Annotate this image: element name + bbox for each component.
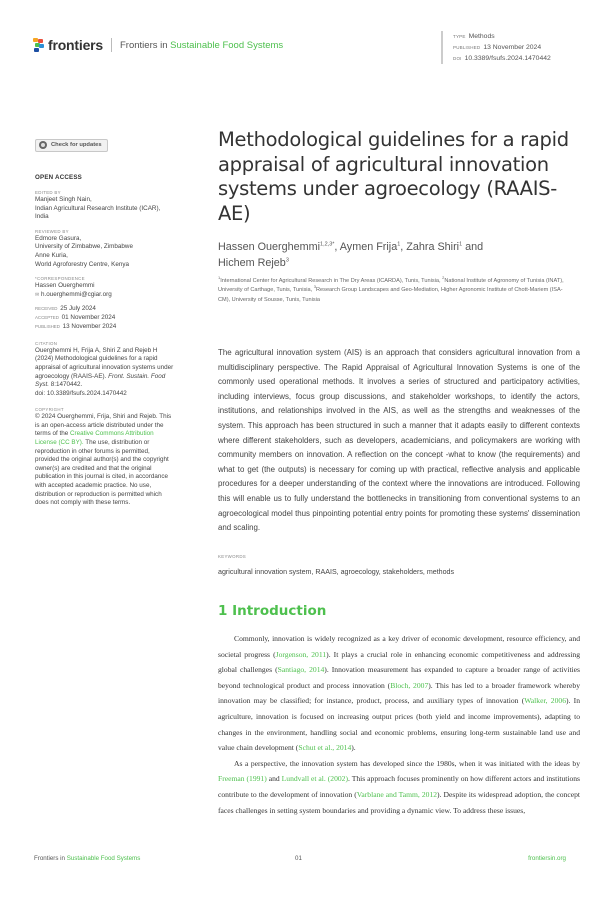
meta-doi-value[interactable]: 10.3389/fsufs.2024.1470442 — [464, 55, 551, 62]
citation-link[interactable]: Jorgenson, 2011 — [275, 649, 327, 659]
check-for-updates-label: Check for updates — [51, 142, 102, 148]
author[interactable]: Hichem Rejeb$^3$ — [218, 257, 289, 269]
editor-country: India — [35, 213, 49, 221]
citation-link[interactable]: Bloch, 2007 — [390, 680, 429, 690]
citation-label: CITATION — [35, 340, 58, 346]
header-divider — [111, 38, 112, 52]
footer-site-link[interactable]: frontiersin.org — [528, 855, 566, 862]
reviewer-info — [35, 235, 175, 269]
citation-link[interactable]: Walker, 2006 — [524, 696, 566, 706]
footer-journal[interactable]: Frontiers in Sustainable Food Systems — [34, 855, 141, 862]
body-text: ). In agriculture, innovation is focused on increasing output prices (both yield and income improvements), adapting to changes in the environment, handling social and economic problems, ensuring long-term sustainable land use and value chain development ( — [218, 696, 580, 753]
edited-by-label: EDITED BY — [35, 190, 61, 195]
body-text: and — [266, 774, 282, 784]
author[interactable]: Hassen Ouerghemmi$^{1,2,3*}$ — [218, 241, 335, 253]
reviewed-by-label: REVIEWED BY — [35, 228, 69, 234]
date-published — [35, 323, 175, 332]
copyright-text — [35, 413, 175, 508]
meta-published-value: 13 November 2024 — [483, 44, 542, 51]
correspondence-name: Hassen Ouerghemmi — [35, 282, 95, 290]
affiliation-1: International Center for Agricultural Research in The Dry Areas (ICARDA), Tunis, Tunisia, — [220, 278, 443, 284]
body-paragraph — [218, 756, 580, 818]
reviewer-2-name: Anne Kuria, — [35, 251, 68, 259]
editor-name: Manjeet Singh Nain, — [35, 196, 92, 203]
correspondence-email-row — [35, 291, 175, 300]
meta-published — [453, 42, 551, 53]
received-label: RECEIVED — [35, 306, 58, 312]
open-access-label: OPEN ACCESS — [35, 174, 83, 181]
article-meta — [441, 31, 551, 64]
body-text: . This approach focuses prominently on how different actors and institutions contribute to the development of innovation ( — [218, 774, 581, 799]
reviewer-2-institution: World Agroforestry Centre, Kenya — [35, 260, 130, 268]
body-text: ). Innovation measurement has expanded to capture a broader range of activities beyond technological product and process innovation ( — [218, 665, 580, 690]
journal-prefix: Frontiers in — [120, 39, 168, 51]
received-value: 25 July 2024 — [60, 305, 96, 313]
meta-doi — [453, 53, 551, 64]
citation-text — [35, 347, 175, 399]
accepted-value: 01 November 2024 — [61, 314, 116, 322]
citation-journal: Front. Sustain. Food Syst. — [35, 372, 166, 389]
meta-type — [453, 31, 551, 42]
article-dates — [35, 305, 175, 331]
published-label: PUBLISHED — [35, 323, 60, 329]
article-header — [218, 128, 580, 305]
page-number: 01 — [295, 855, 302, 862]
check-for-updates-button[interactable] — [35, 139, 108, 152]
meta-published-label: PUBLISHED — [453, 45, 481, 50]
meta-type-value: Methods — [468, 33, 495, 40]
editor-institution: Indian Agricultural Research Institute (ICAR), — [35, 204, 161, 212]
logo-wordmark: frontiers — [48, 37, 103, 53]
author-list: Hassen Ouerghemmi$^{1,2,3*}$, Aymen Frija$^1$, Zahra Shiri$^1$ and Hichem Rejeb$^3$ — [218, 241, 484, 269]
correspondence-info — [35, 282, 175, 299]
body-text: ). This has led to a broader framework whereby innovation may be classified; for instance, product, process, and auxiliary types of innovation ( — [218, 680, 580, 706]
citation-link[interactable]: Schut et al., 2014 — [298, 743, 352, 753]
citation-link[interactable]: Lundvall et al. (2002) — [281, 774, 349, 784]
journal-name[interactable] — [120, 40, 283, 51]
accepted-label: ACCEPTED — [35, 315, 59, 321]
body-paragraph — [218, 631, 580, 756]
body-text: ). It plays a crucial role in enhancing economic competitiveness and addressing global challenges ( — [218, 649, 581, 675]
body-text: ). Despite its widespread adoption, the concept faces challenges in setting system boundaries and providing a dynamic view. To address these issues, — [218, 789, 580, 815]
correspondence-email[interactable]: h.ouerghemmi@cgiar.org — [40, 290, 112, 298]
copyright-pre: © 2024 Ouerghemmi, Frija, Shiri and Rejeb. This is an open-access article distributed under the terms of the — [35, 413, 172, 438]
copyright-post: The use, distribution or reproduction in other forums is permitted, provided the original author(s) and the copyright owner(s) are credited and that the original publication in this journal is cited, in accordance with accepted academic practice. No use, distribution or reproduction is permitted which does not comply with these terms. — [35, 439, 169, 507]
citation-doi[interactable]: doi: 10.3389/fsufs.2024.1470442 — [35, 389, 127, 397]
body-text: ). — [351, 743, 356, 753]
article-body — [218, 631, 580, 818]
sidebar — [35, 136, 175, 508]
keywords-label: KEYWORDS — [218, 554, 247, 559]
correspondence-label: *CORRESPONDENCE — [35, 276, 85, 282]
reviewer-1-institution: University of Zimbabwe, Zimbabwe — [35, 243, 133, 251]
author[interactable]: Aymen Frija$^1$ — [339, 241, 401, 253]
citation-body: Ouerghemmi H, Frija A, Shiri Z and Rejeb H (2024) Methodological guidelines for a rapid appraisal of agricultural innovation systems under agroecology (RAAIS-AE). — [35, 346, 174, 380]
citation-link[interactable]: Santiago, 2014 — [277, 665, 325, 675]
crossmark-icon — [39, 141, 47, 149]
citation-link[interactable]: Varblane and Tamm, 2012 — [356, 789, 438, 799]
citation-link[interactable]: Freeman (1991) — [218, 774, 267, 784]
frontiers-logo-icon — [33, 38, 45, 52]
body-text: Commonly, innovation is widely recognized as a key driver of economic development, resource efficiency, and societal progress ( — [218, 634, 580, 659]
author[interactable]: Zahra Shiri$^1$ — [406, 241, 463, 253]
body-text: As a perspective, the innovation system has developed since the 1980s, when it was initiated with the ideas by — [234, 758, 580, 768]
affiliations: $^1$International Center for Agricultural Research in The Dry Areas (ICARDA), Tunis, Tunisia, $^2$National Institute of Agronomy of Tunisia (INAT), University of Carthage, Tunis, Tunisia, $^3$Research Group Landscapes and Geo-Mediation, Higher Agronomic Institute of Chott-Mariem (ISA-CM), University of Sousse, Tunis, Tunisia — [218, 275, 564, 303]
keywords: agricultural innovation system, RAAIS, agroecology, stakeholders, methods — [218, 568, 455, 576]
article-title: Methodological guidelines for a rapid appraisal of agricultural innovation systems under agroecology (RAAIS-AE) — [218, 128, 569, 225]
copyright-label: COPYRIGHT — [35, 407, 64, 413]
envelope-icon: ✉ — [35, 291, 40, 298]
section-heading-introduction: 1 Introduction — [218, 603, 327, 619]
meta-type-label: TYPE — [453, 34, 466, 39]
published-value: 13 November 2024 — [62, 322, 117, 330]
journal-title: Sustainable Food Systems — [170, 39, 284, 51]
date-received — [35, 305, 175, 314]
frontiers-logo[interactable] — [33, 37, 283, 53]
affiliation-3: Research Group Landscapes and Geo-Mediation, Higher Agronomic Institute of Chott-Mariem (ISA-CM), University of Sousse, Tunis, Tunisia — [218, 287, 563, 303]
cc-license-link[interactable]: Creative Commons Attribution License (CC BY). — [35, 430, 154, 447]
meta-doi-label: DOI — [453, 56, 462, 61]
reviewer-1-name: Edmore Gasura, — [35, 234, 82, 242]
citation-volume: 8:1470442. — [50, 381, 83, 389]
affiliation-2: National Institute of Agronomy of Tunisia (INAT), University of Carthage, Tunis, Tunisia, — [218, 278, 564, 294]
abstract: The agricultural innovation system (AIS) is an approach that considers agricultural innovation from a multidisciplinary perspective. The Rapid Appraisal of Agricultural Innovation Systems is one of the commonly used operational methods. It involves a series of structured and participatory activities, including interviews, focus group discussions, and stakeholder workshops, to identify the actors, institutions, and relationships involved in the AIS, as well as the strengths and weaknesses of the system. This approach has been structured in such a manner that it adapts easily to different contexts where different stakeholders, such as developers, academicians, and policymakers are working with community members on innovation. A reflection on the concept -what to know (the requirements) and what to get (the outputs) is necessary for coming up with practical, reflective analysis and applicable procedures for a deeper understanding of the context where the innovations are introduced. Following this will enable us to fully understand the bottlenecks in transitioning from conventional systems to an agroecological model thus pinpointing potential entry points for promoting these systems' dissemination and scaling. — [218, 348, 580, 533]
date-accepted — [35, 314, 175, 323]
editor-info — [35, 196, 175, 222]
